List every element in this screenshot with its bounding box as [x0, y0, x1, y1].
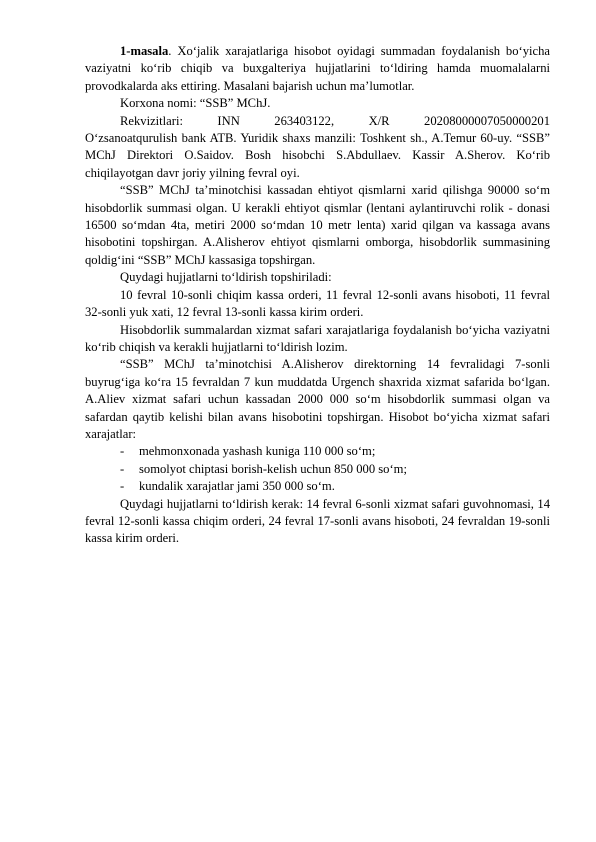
- requisites-label: Rekvizitlari:: [120, 113, 183, 128]
- task-paragraph: [85, 43, 550, 95]
- paragraph-task-docs-heading: Quydagi hujjatlarni to‘ldirish topshiriladi:: [120, 270, 332, 285]
- inn-value: 263403122,: [274, 113, 335, 128]
- account-value: 20208000007050000201: [424, 113, 550, 128]
- document-page: [85, 43, 550, 548]
- list-dash: -: [120, 444, 125, 459]
- inn-label: INN: [217, 113, 240, 128]
- company-name-line: Korxona nomi: “SSB” MChJ.: [120, 96, 271, 111]
- paragraph-business-trip: “SSB” MChJ ta’minotchisi A.Alisherov direktorning 14 fevralidagi 7-sonli buyrug‘iga ko‘ra 15 fevraldan 7 kun muddatda Urgench shaxrida xizmat safarida bo‘lgan. A.Aliev xizmat safari uchun kassadan 2000 000 so‘m hisobdorlik summasi olgan va safardan qaytib kelishi bilan avans hisobotini topshirgan. Hisobot bo‘yicha xizmat safari xarajatlar:: [85, 357, 550, 441]
- list-item: - kundalik xarajatlar jami 350 000 so‘m.: [85, 478, 550, 495]
- list-dash: -: [120, 479, 125, 494]
- list-item: - somolyot chiptasi borish-kelish uchun 850 000 so‘m;: [85, 461, 550, 478]
- paragraph-supplier: “SSB” MChJ ta’minotchisi kassadan ehtiyot qismlarni xarid qilishga 90000 so‘m hisobdorlik summasi olgan. U kerakli ehtiyot qismlar (lentani aylantiruvchi rolik - donasi 16500 so‘mdan 4ta, metiri 2000 so‘mdan 10 metr lenta) xarid qilgan va kassaga avans hisobotini topshirgan. A.Alisherov ehtiyot qismlarni omborga, hisobdorlik summasining qoldig‘ini “SSB” MChJ kassasiga topshirgan.: [85, 183, 550, 267]
- paragraph-business-trip-intro: Hisobdorlik summalardan xizmat safari xarajatlariga foydalanish bo‘yicha vaziyatni ko‘rib chiqish va kerakli hujjatlarni to‘ldirish lozim.: [85, 322, 550, 354]
- account-label: X/R: [368, 113, 390, 128]
- company-details: O‘zsanoatqurulish bank ATB. Yuridik shaxs manzili: Toshkent sh., A.Temur 60-uy. “SSB” MChJ Direktori O.Saidov. Bosh hisobchi S.Abdullaev. Kassir A.Sherov. Ko‘rib chiqilayotgan davr joriy yilning fevral oyi.: [85, 131, 550, 180]
- paragraph-trip-docs: Quydagi hujjatlarni to‘ldirish kerak: 14 fevral 6-sonli xizmat safari guvohnomasi, 14 fevral 12-sonli kassa chiqim orderi, 24 fevral 17-sonli avans hisoboti, 24 fevraldan 19-sonli kassa kirim orderi.: [85, 496, 550, 546]
- paragraph-task-docs: 10 fevral 10-sonli chiqim kassa orderi, 11 fevral 12-sonli avans hisoboti, 11 fevral 32-sonli yuk xati, 12 fevral 13-sonli kassa kirim orderi.: [85, 287, 550, 320]
- task-intro: . Xo‘jalik xarajatlariga hisobot oyidagi summadan foydalanish bo‘yicha vaziyatni ko‘rib chiqib va buxgalteriya hujjatlarini to‘ldiring hamda muomalalarni provodkalarda aks ettiring. Masalani bajarish uchun ma’lumotlar.: [85, 44, 550, 93]
- expense-list: [85, 443, 550, 495]
- requisites-line: [85, 113, 550, 130]
- task-title: 1-masala: [120, 44, 169, 58]
- list-item: - mehmonxonada yashash kuniga 110 000 so‘m;: [85, 443, 550, 460]
- list-dash: -: [120, 461, 125, 476]
